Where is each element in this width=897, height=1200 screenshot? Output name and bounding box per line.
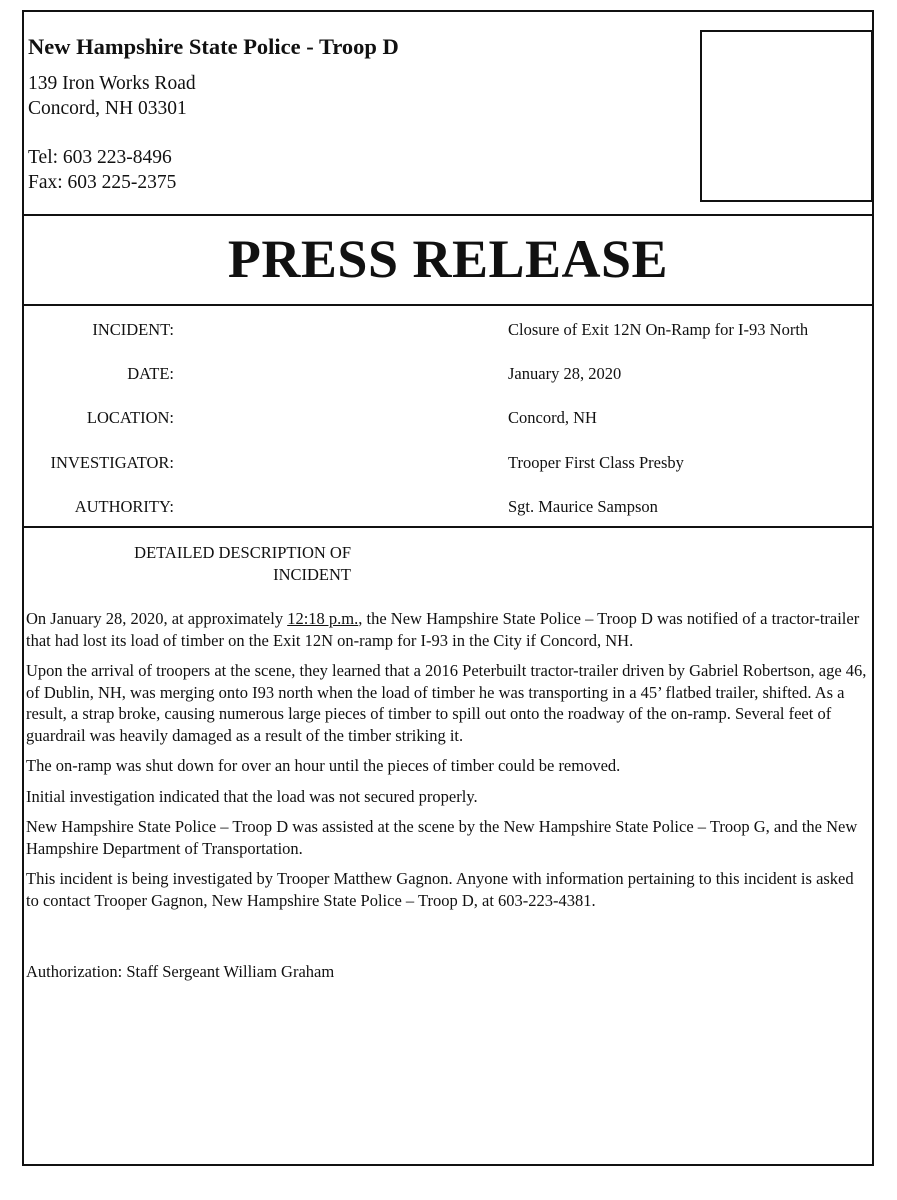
telephone: Tel: 603 223-8496 (28, 147, 172, 168)
press-release-document (22, 10, 874, 1166)
header-divider (24, 214, 872, 216)
location-label: LOCATION: (86, 408, 174, 427)
paragraph-1 (26, 608, 870, 651)
investigator-label: INVESTIGATOR: (50, 453, 174, 472)
paragraph-2: Upon the arrival of troopers at the scene, they learned that a 2016 Peterbuilt tractor-trailer driven by Gabriel Robertson, age 46, of Dublin, NH, was merging onto I93 north when the load of timber he was transporting in a 45’ flatbed trailer, shifted. As a result, a strap broke, causing numerous large pieces of timber to spill out onto the roadway of the on-ramp. Several feet of guardrail was heavily damaged as a result of the timber striking it. (26, 661, 867, 745)
paragraph-3: The on-ramp was shut down for over an hour until the pieces of timber could be removed. (26, 756, 621, 775)
address-line-2: Concord, NH 03301 (28, 98, 187, 119)
incident-value: Closure of Exit 12N On-Ramp for I-93 North (508, 320, 809, 339)
fields-divider (24, 526, 872, 528)
investigator-value: Trooper First Class Presby (508, 453, 684, 472)
address-line-1: 139 Iron Works Road (28, 73, 196, 94)
fax: Fax: 603 225-2375 (28, 172, 177, 193)
incident-label: INCIDENT: (92, 320, 174, 339)
authority-label: AUTHORITY: (74, 497, 174, 516)
title-divider (24, 304, 872, 306)
date-label: DATE: (127, 364, 174, 383)
page-title: PRESS RELEASE (227, 229, 669, 289)
description-heading (134, 542, 351, 586)
date-value: January 28, 2020 (508, 364, 622, 383)
location-value: Concord, NH (508, 408, 597, 427)
paragraph-5: New Hampshire State Police – Troop D was assisted at the scene by the New Hampshire State Police – Troop G, and the New Hampshire Department of Transportation. (26, 817, 858, 858)
description-heading-line-1: DETAILED DESCRIPTION OF (134, 543, 351, 562)
paragraph-6: This incident is being investigated by Trooper Matthew Gagnon. Anyone with information pertaining to this incident is asked to contact Trooper Gagnon, New Hampshire State Police – Troop D, at 603-223-4381. (26, 869, 854, 910)
description-heading-line-2: INCIDENT (273, 565, 351, 584)
incident-time: 12:18 p.m. (287, 609, 359, 628)
paragraph-1-end: , the New Hampshire State Police – Troop D was notified of a tractor-trailer that had lost its load of timber on the Exit 12N on-ramp for I-93 in the City if Concord, NH. (26, 609, 860, 650)
organization-name: New Hampshire State Police - Troop D (28, 34, 399, 59)
description-body (26, 608, 870, 920)
authorization: Authorization: Staff Sergeant William Graham (26, 962, 335, 981)
authority-value: Sgt. Maurice Sampson (508, 497, 658, 516)
paragraph-4: Initial investigation indicated that the load was not secured properly. (26, 786, 478, 806)
photo-placeholder-box (700, 30, 873, 202)
paragraph-1-start: On January 28, 2020, at approximately (26, 609, 288, 628)
